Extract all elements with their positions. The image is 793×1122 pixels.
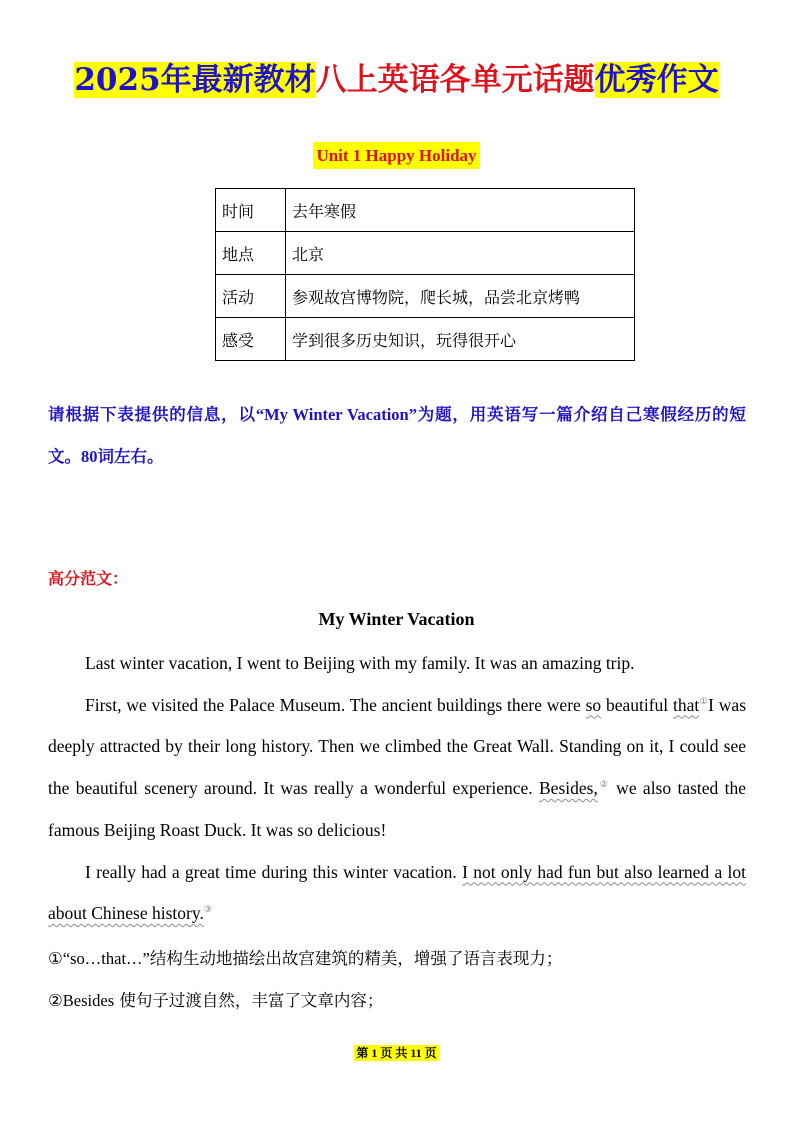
sample-label: 高分范文： (48, 569, 129, 588)
prompt-part-3: 词左右。 (97, 447, 164, 466)
p3-text-a: I really had a great time during this winter vacation. (85, 861, 463, 882)
annotation-mark-3: ③ (203, 904, 212, 915)
annotation-mark-1: ① (699, 695, 709, 706)
note-2 (48, 980, 746, 1022)
note-1-mark: ① (48, 949, 63, 968)
table-key: 活动 (216, 275, 286, 318)
essay-paragraph-3 (48, 852, 746, 935)
note-1-keyword: “so…that…” (62, 949, 150, 968)
p2-text-c: I was deeply attracted by their long history. Then we climbed the Great Wall. Standing on it, I could see the beautiful scenery around. It was really a wonderful experience. (48, 694, 747, 799)
title-part-1: 2025年最新教材 (74, 62, 316, 98)
writing-prompt (48, 394, 746, 478)
title-part-3: 优秀作文 (594, 62, 719, 98)
prompt-part-1: 请根据下表提供的信息，以 (48, 405, 256, 424)
note-2-mark: ② (48, 990, 63, 1010)
note-1 (48, 938, 746, 980)
essay-title: My Winter Vacation (318, 609, 475, 629)
table-value: 北京 (286, 232, 635, 275)
note-2-keyword: Besides (62, 990, 115, 1010)
essay-paragraph-1: Last winter vacation, I went to Beijing with my family. It was an amazing trip. (85, 653, 635, 673)
keyword-besides: Besides, (539, 778, 598, 799)
table-row (216, 318, 635, 361)
info-table (215, 188, 635, 361)
table-row (216, 232, 635, 275)
page-footer (0, 1042, 793, 1061)
p2-text-b: beautiful (601, 694, 673, 715)
annotation-notes (48, 938, 746, 1021)
keyword-not-only: I not only had fun but also learned a lot about Chinese history. (48, 861, 747, 924)
table-value: 学到很多历史知识，玩得很开心 (286, 318, 635, 361)
page-title (0, 58, 793, 102)
title-part-2: 八上英语各单元话题 (315, 62, 595, 98)
p2-text-d: we also tasted the famous Beijing Roast Duck. It was so delicious! (48, 778, 747, 840)
keyword-so: so (585, 694, 602, 715)
table-key: 地点 (216, 232, 286, 275)
prompt-essay-title: “My Winter Vacation” (255, 405, 417, 424)
prompt-word-count: 80 (81, 447, 98, 466)
unit-label: Unit 1 Happy Holiday (313, 142, 479, 169)
table-key: 感受 (216, 318, 286, 361)
essay-paragraph-2 (48, 685, 746, 852)
keyword-that: that (672, 694, 700, 715)
note-1-text: 结构生动地描绘出故宫建筑的精美，增强了语言表现力； (149, 949, 563, 968)
table-row (216, 189, 635, 232)
essay-body (48, 643, 746, 935)
table-value: 去年寒假 (286, 189, 635, 232)
unit-heading (0, 146, 793, 166)
annotation-mark-2: ② (597, 779, 610, 790)
page-number: 第 1 页 共 11 页 (356, 1046, 437, 1060)
p2-text-a: First, we visited the Palace Museum. The ancient buildings there were (85, 694, 586, 715)
table-key: 时间 (216, 189, 286, 232)
table-value: 参观故宫博物院，爬长城，品尝北京烤鸭 (286, 275, 635, 318)
table-row (216, 275, 635, 318)
note-2-text: 使句子过渡自然，丰富了文章内容； (114, 990, 384, 1010)
prompt-part-2: 为题，用英语写一篇介绍自己寒假经历的短文。 (48, 405, 747, 466)
